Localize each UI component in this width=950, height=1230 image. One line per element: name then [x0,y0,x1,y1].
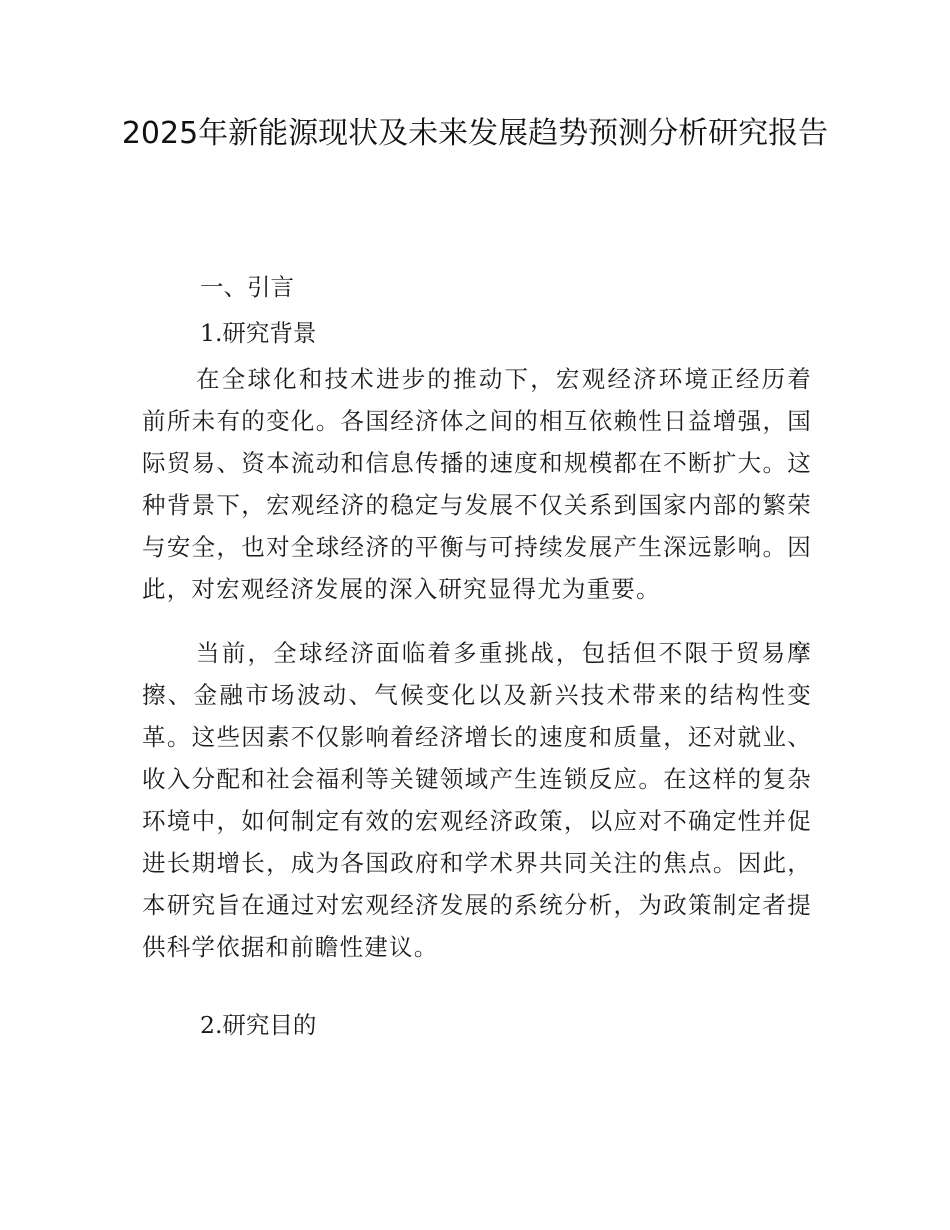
paragraph-background-1: 在全球化和技术进步的推动下，宏观经济环境正经历着前所未有的变化。各国经济体之间的相互依赖性日益增强，国际贸易、资本流动和信息传播的速度和规模都在不断扩大。这种背景下，宏观经济的稳定与发展不仅关系到国家内部的繁荣与安全，也对全球经济的平衡与可持续发展产生深远影响。因此，对宏观经济发展的深入研究显得尤为重要。 [142,365,812,603]
section-heading-introduction: 一、引言 [200,273,294,301]
subsection-heading-purpose: 2.研究目的 [200,1011,317,1039]
paragraph-background-2: 当前，全球经济面临着多重挑战，包括但不限于贸易摩擦、金融市场波动、气候变化以及新兴技术带来的结构性变革。这些因素不仅影响着经济增长的速度和质量，还对就业、收入分配和社会福利等关键领域产生连锁反应。在这样的复杂环境中，如何制定有效的宏观经济政策，以应对不确定性并促进长期增长，成为各国政府和学术界共同关注的焦点。因此，本研究旨在通过对宏观经济发展的系统分析，为政策制定者提供科学依据和前瞻性建议。 [142,639,812,961]
document-title: 2025年新能源现状及未来发展趋势预测分析研究报告 [121,116,829,151]
subsection-heading-background: 1.研究背景 [200,319,317,347]
